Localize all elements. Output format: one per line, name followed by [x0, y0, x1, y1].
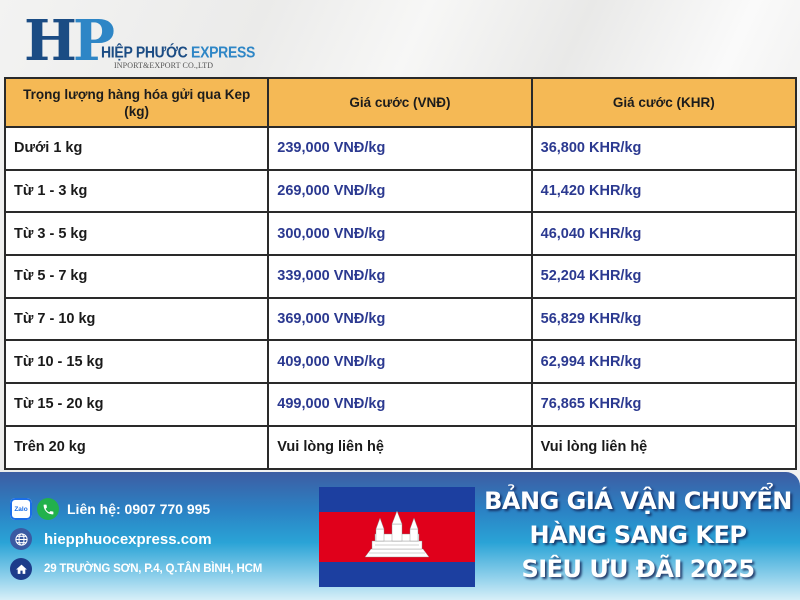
- price-khr-cell: 76,865 KHR/kg: [532, 383, 796, 426]
- table-row: [5, 170, 796, 213]
- table-row: [5, 426, 796, 469]
- logo-company-name: [101, 43, 255, 61]
- logo-mark-p: P: [72, 8, 112, 74]
- contact-info: [10, 494, 262, 584]
- price-khr-cell: Vui lòng liên hệ: [532, 426, 796, 469]
- headline-line-2: HÀNG SANG KEP: [529, 521, 747, 549]
- zalo-icon[interactable]: Zalo: [10, 498, 32, 520]
- table-row: [5, 340, 796, 383]
- logo-name-dark: HIỆP PHƯỚC: [101, 43, 188, 61]
- logo-subtitle: INPORT&EXPORT CO.,LTD: [114, 61, 214, 70]
- contact-address: 29 TRƯỜNG SƠN, P.4, Q.TÂN BÌNH, HCM: [44, 563, 263, 575]
- phone-icon[interactable]: [37, 498, 59, 520]
- cambodia-flag: [319, 487, 475, 587]
- header-price-khr: Giá cước (KHR): [532, 78, 796, 127]
- table-row: [5, 127, 796, 170]
- price-khr-cell: 36,800 KHR/kg: [532, 127, 796, 170]
- weight-cell: Từ 5 - 7 kg: [5, 255, 268, 298]
- header-price-vnd: Giá cước (VNĐ): [268, 78, 531, 127]
- globe-icon: [10, 528, 32, 550]
- table-row: [5, 298, 796, 341]
- weight-cell: Từ 15 - 20 kg: [5, 383, 268, 426]
- headline: [478, 484, 798, 586]
- company-logo: [24, 8, 256, 74]
- table-row: [5, 255, 796, 298]
- table-row: [5, 212, 796, 255]
- header-weight: Trọng lượng hàng hóa gửi qua Kep (kg): [5, 78, 268, 127]
- home-icon: [10, 558, 32, 580]
- logo-mark: [24, 8, 112, 74]
- price-khr-cell: 62,994 KHR/kg: [532, 340, 796, 383]
- footer-banner: [0, 472, 800, 600]
- price-vnd-cell: Vui lòng liên hệ: [268, 426, 531, 469]
- price-vnd-cell: 409,000 VNĐ/kg: [268, 340, 531, 383]
- price-vnd-cell: 269,000 VNĐ/kg: [268, 170, 531, 213]
- weight-cell: Dưới 1 kg: [5, 127, 268, 170]
- contact-phone-row: [10, 494, 262, 524]
- table-row: [5, 383, 796, 426]
- logo-mark-h: H: [24, 8, 73, 74]
- price-vnd-cell: 499,000 VNĐ/kg: [268, 383, 531, 426]
- price-vnd-cell: 369,000 VNĐ/kg: [268, 298, 531, 341]
- price-khr-cell: 56,829 KHR/kg: [532, 298, 796, 341]
- price-khr-cell: 52,204 KHR/kg: [532, 255, 796, 298]
- price-khr-cell: 41,420 KHR/kg: [532, 170, 796, 213]
- weight-cell: Từ 10 - 15 kg: [5, 340, 268, 383]
- weight-cell: Từ 1 - 3 kg: [5, 170, 268, 213]
- contact-website-row: [10, 524, 262, 554]
- contact-address-row: [10, 554, 262, 584]
- headline-line-1: BẢNG GIÁ VẬN CHUYỂN: [484, 487, 792, 515]
- logo-name-light: EXPRESS: [191, 43, 256, 61]
- website-link[interactable]: hiepphuocexpress.com: [44, 530, 212, 548]
- price-vnd-cell: 300,000 VNĐ/kg: [268, 212, 531, 255]
- table-header-row: [5, 78, 796, 127]
- weight-cell: Từ 3 - 5 kg: [5, 212, 268, 255]
- weight-cell: Trên 20 kg: [5, 426, 268, 469]
- contact-phone[interactable]: Liên hệ: 0907 770 995: [67, 501, 211, 517]
- headline-line-3: SIÊU ƯU ĐÃI 2025: [521, 555, 755, 583]
- price-khr-cell: 46,040 KHR/kg: [532, 212, 796, 255]
- price-vnd-cell: 239,000 VNĐ/kg: [268, 127, 531, 170]
- weight-cell: Từ 7 - 10 kg: [5, 298, 268, 341]
- price-vnd-cell: 339,000 VNĐ/kg: [268, 255, 531, 298]
- price-table: [4, 77, 797, 470]
